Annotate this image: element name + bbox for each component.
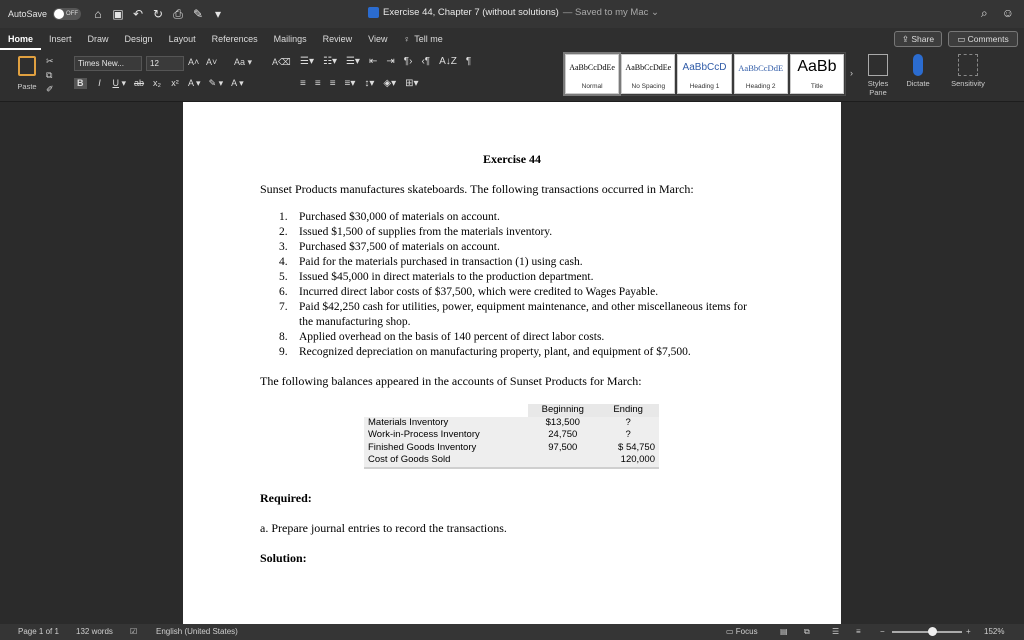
tab-insert[interactable]: Insert [49, 34, 72, 44]
font-name-select[interactable]: Times New... [74, 56, 142, 71]
dictate-label: Dictate [906, 79, 930, 88]
focus-label: Focus [735, 627, 758, 636]
font-color-icon[interactable]: A ▾ [231, 78, 244, 88]
paragraph-row-1 [300, 56, 471, 67]
style-name: Heading 1 [689, 83, 720, 90]
align-right-icon[interactable]: ≡ [329, 78, 336, 89]
qa-dropdown-icon[interactable]: ▾ [215, 7, 222, 21]
item-text: Paid $42,250 cash for utilities, power, equipment maintenance, and other miscellaneous items for the manufacturing shop. [299, 301, 747, 328]
home-icon[interactable]: ⌂ [94, 7, 102, 21]
header-ending: Ending [597, 404, 659, 417]
font-size-select[interactable]: 12 [146, 56, 184, 71]
style-name: Normal [581, 83, 603, 90]
sort-icon[interactable]: A↓Z [439, 56, 457, 67]
list-item [279, 255, 759, 270]
undo-icon[interactable]: ↶ [133, 7, 144, 21]
align-center-icon[interactable]: ≡ [314, 78, 321, 89]
tab-view[interactable]: View [368, 34, 388, 44]
bold-icon[interactable]: B [74, 78, 87, 89]
word-count[interactable]: 132 words [76, 627, 113, 636]
required-heading: Required: [260, 491, 312, 505]
item-text: Recognized depreciation on manufacturing property, plant, and equipment of $7,500. [299, 346, 691, 358]
save-status: — Saved to my Mac ⌄ [562, 7, 659, 18]
clear-formatting-icon[interactable]: A⌫ [272, 57, 291, 67]
tab-review[interactable]: Review [322, 34, 353, 44]
save-icon[interactable]: ▣ [112, 7, 124, 21]
sensitivity-label: Sensitivity [951, 79, 985, 88]
cell-ending: ? [625, 416, 631, 428]
style-heading-1[interactable] [677, 54, 731, 94]
justify-icon[interactable]: ≡▾ [344, 78, 356, 89]
sensitivity-button[interactable] [948, 54, 988, 88]
tab-layout[interactable]: Layout [168, 34, 196, 44]
tab-mailings[interactable]: Mailings [273, 34, 307, 44]
proofing-icon[interactable]: ☑ [130, 627, 138, 636]
style-no-spacing[interactable] [621, 54, 675, 94]
cut-icon[interactable]: ✂ [46, 56, 54, 66]
item-text: Paid for the materials purchased in transaction (1) using cash. [299, 256, 583, 268]
document-page[interactable] [183, 102, 841, 624]
show-formatting-icon[interactable]: ¶ [465, 56, 472, 67]
part-a-text: a. Prepare journal entries to record the transactions. [260, 521, 507, 535]
microphone-icon [913, 54, 923, 76]
web-layout-icon[interactable]: ⧉ [804, 627, 810, 636]
cell-beginning: $13,500 [545, 416, 580, 428]
comments-button[interactable] [948, 31, 1018, 47]
cell-account: Work-in-Process Inventory [368, 429, 480, 440]
ltr-icon[interactable]: ¶› [403, 56, 413, 67]
item-number: 3. [279, 241, 288, 253]
print-icon[interactable]: ⎙ [173, 6, 183, 21]
italic-icon[interactable]: I [98, 78, 101, 88]
zoom-slider-handle[interactable] [928, 627, 937, 636]
cell-beginning [528, 454, 597, 468]
intro-paragraph: Sunset Products manufactures skateboards. The following transactions occurred in March: [260, 182, 694, 196]
sensitivity-icon [958, 54, 978, 76]
list-item [279, 240, 759, 255]
titlebar-right [981, 6, 1014, 21]
highlight-icon[interactable]: ✎ ▾ [208, 78, 224, 88]
cell-account: Cost of Goods Sold [364, 454, 528, 468]
dictate-button[interactable] [898, 54, 938, 88]
redo-icon[interactable]: ↻ [153, 7, 164, 21]
shading-icon[interactable]: ◈▾ [383, 78, 397, 89]
quick-access-toolbar [91, 7, 225, 22]
style-name: Title [810, 83, 823, 90]
cell-ending: 120,000 [597, 454, 659, 468]
format-painter-icon[interactable]: ✐ [46, 84, 54, 94]
comment-icon: ▭ [957, 34, 968, 44]
table-row [364, 442, 659, 455]
autosave-toggle[interactable] [53, 8, 81, 20]
search-icon[interactable]: ⌕ [981, 6, 988, 20]
list-item [279, 330, 759, 345]
styles-pane-label: Styles Pane [867, 79, 889, 97]
cell-beginning: 24,750 [548, 429, 578, 440]
style-heading-2[interactable] [734, 54, 788, 94]
item-number: 2. [279, 226, 288, 238]
ribbon-home [0, 50, 1024, 102]
solution-heading: Solution: [260, 551, 307, 565]
tab-design[interactable]: Design [124, 34, 153, 44]
focus-button[interactable] [726, 627, 758, 636]
paste-label: Paste [17, 82, 37, 91]
list-item [279, 300, 759, 330]
draft-icon[interactable]: ≡ [856, 627, 861, 636]
item-number: 9. [279, 346, 288, 358]
zoom-out-icon[interactable]: − [880, 627, 885, 636]
style-sample: AaBbCcD [682, 62, 727, 73]
format-buttons [74, 78, 244, 89]
item-text: Issued $1,500 of supplies from the materials inventory. [299, 226, 553, 238]
text-effects-icon[interactable]: A ▾ [188, 78, 201, 88]
item-text: Purchased $37,500 of materials on account. [299, 241, 500, 253]
item-number: 8. [279, 331, 288, 343]
customize-icon[interactable]: ✎ [193, 7, 204, 21]
line-spacing-icon[interactable]: ↕▾ [364, 78, 375, 89]
ribbon-tabs [0, 28, 1024, 50]
tab-home[interactable]: Home [0, 28, 41, 50]
style-sample: AaBbCcDdE [738, 63, 784, 73]
zoom-in-icon[interactable]: + [966, 627, 971, 636]
balances-table [364, 404, 659, 469]
bullets-icon[interactable]: ☰▾ [300, 56, 314, 67]
autosave-state: OFF [66, 11, 79, 17]
table-header-row [364, 404, 659, 417]
styles-gallery [563, 52, 846, 96]
tell-me-box[interactable] [396, 28, 451, 50]
item-number: 7. [279, 301, 288, 313]
style-name: No Spacing [631, 83, 666, 90]
zoom-level[interactable]: 152% [984, 627, 1005, 636]
borders-icon[interactable]: ⊞▾ [405, 78, 419, 89]
multilevel-list-icon[interactable]: ☰▾ [345, 56, 360, 67]
clipboard-icon [18, 56, 36, 76]
exercise-title: Exercise 44 [482, 152, 542, 166]
style-sample: AaBbCcDdEe [625, 63, 672, 72]
subscript-icon[interactable]: x₂ [153, 78, 162, 88]
autosave-label: AutoSave [8, 9, 48, 19]
increase-indent-icon[interactable]: ⇥ [386, 56, 395, 67]
title-bar [0, 0, 1024, 28]
decrease-indent-icon[interactable]: ⇤ [368, 56, 378, 67]
item-text: Incurred direct labor costs of $37,500, which were credited to Wages Payable. [299, 286, 659, 298]
page-count[interactable]: Page 1 of 1 [18, 627, 59, 636]
superscript-icon[interactable]: x² [171, 78, 179, 88]
header-account [364, 404, 528, 417]
paragraph-row-2 [300, 78, 419, 89]
toggle-knob [54, 9, 64, 19]
align-left-icon[interactable]: ≡ [300, 78, 306, 89]
cell-ending: ? [625, 429, 631, 440]
cell-account: Finished Goods Inventory [368, 441, 477, 453]
item-text: Applied overhead on the basis of 140 percent of direct labor costs. [299, 331, 605, 343]
share-icon: ⇪ [901, 34, 912, 44]
tab-references[interactable]: References [211, 34, 258, 44]
style-sample: AaBbCcDdEe [569, 63, 615, 72]
balances-intro: The following balances appeared in the accounts of Sunset Products for March: [260, 374, 642, 388]
style-title[interactable] [790, 54, 844, 94]
cell-beginning: 97,500 [548, 441, 578, 453]
styles-pane-icon [868, 54, 888, 76]
word-doc-icon [368, 7, 379, 18]
grow-font-icon[interactable]: A˄ [188, 57, 200, 67]
focus-icon: ▭ [726, 627, 736, 636]
item-text: Purchased $30,000 of materials on account. [299, 211, 500, 223]
copy-icon[interactable]: ⧉ [46, 70, 53, 80]
style-normal[interactable] [565, 54, 619, 94]
doc-name: Exercise 44, Chapter 7 (without solutions) [383, 7, 559, 18]
shrink-font-icon[interactable]: A˅ [206, 57, 218, 67]
table-row [364, 454, 659, 468]
list-item [279, 210, 759, 225]
status-bar [0, 624, 1024, 640]
item-number: 6. [279, 286, 288, 298]
document-area [0, 102, 1024, 624]
list-item [279, 345, 759, 360]
account-icon[interactable]: ☺ [1001, 6, 1014, 20]
language[interactable]: English (United States) [156, 627, 238, 636]
tab-draw[interactable]: Draw [87, 34, 109, 44]
paste-button[interactable] [10, 54, 44, 98]
document-title[interactable] [368, 7, 659, 18]
list-item [279, 270, 759, 285]
cell-account: Materials Inventory [368, 416, 449, 428]
numbering-icon[interactable]: ☷▾ [322, 56, 337, 67]
cell-ending: $ 54,750 [618, 441, 655, 453]
item-number: 1. [279, 211, 288, 223]
transactions-list [279, 210, 759, 360]
style-name: Heading 2 [745, 83, 776, 90]
share-button[interactable] [894, 31, 942, 47]
change-case-icon[interactable]: Aa ▾ [234, 57, 253, 67]
item-number: 5. [279, 271, 288, 283]
share-label: Share [911, 34, 935, 44]
header-beginning: Beginning [528, 404, 597, 417]
print-layout-icon[interactable]: ▤ [780, 627, 788, 636]
table-row [364, 429, 659, 442]
underline-icon[interactable]: U ▾ [112, 78, 127, 88]
outline-icon[interactable]: ☰ [832, 627, 840, 636]
zoom-slider[interactable] [892, 631, 962, 633]
item-text: Issued $45,000 in direct materials to the production department. [299, 271, 594, 283]
gallery-more-icon[interactable]: › [850, 68, 853, 78]
rtl-icon[interactable]: ‹¶ [421, 56, 431, 67]
lightbulb-icon: ♀ [403, 34, 411, 44]
list-item [279, 225, 759, 240]
style-sample: AaBb [797, 58, 837, 75]
table-row [364, 417, 659, 430]
item-number: 4. [279, 256, 288, 268]
comments-label: Comments [967, 34, 1009, 44]
strikethrough-icon[interactable]: ab [134, 78, 145, 88]
styles-pane-button[interactable] [858, 54, 898, 97]
tell-me-label: Tell me [414, 34, 443, 44]
list-item [279, 285, 759, 300]
